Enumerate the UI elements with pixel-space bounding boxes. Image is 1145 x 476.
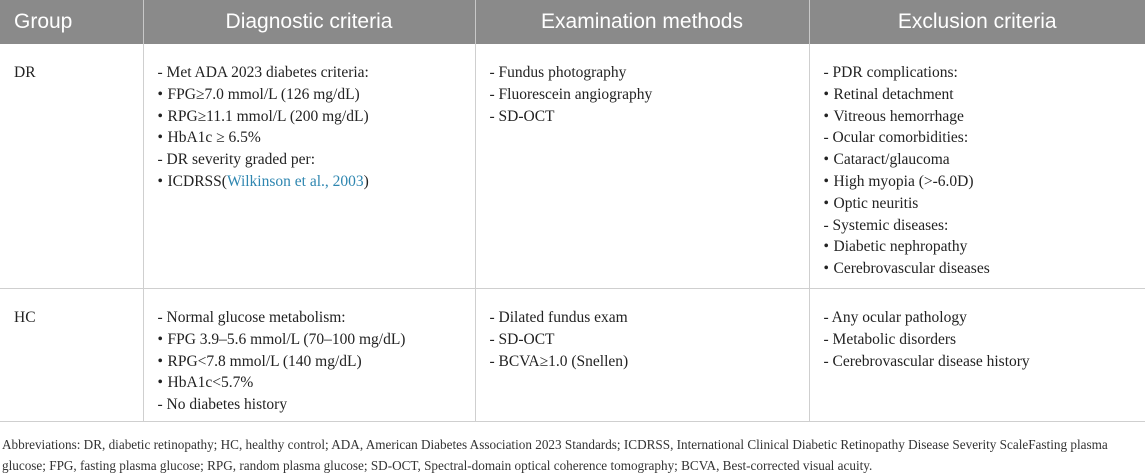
cell-line-text: - Fluorescein angiography — [490, 86, 653, 103]
header-group: Group — [0, 0, 143, 44]
cell-line — [824, 351, 1145, 373]
header-diagnostic-criteria: Diagnostic criteria — [143, 0, 475, 44]
cell-line-text: Cerebrovascular diseases — [834, 260, 990, 277]
cell-line-text: - Metabolic disorders — [824, 331, 957, 348]
table-footnote: Abbreviations: DR, diabetic retinopathy; HC, healthy control; ADA, American Diabetes Association 2023 Standards; ICDRSS, International Clinical Diabetic Retinopathy Disease Severity ScaleFasting plasma glucose; FPG, fasting plasma glucose; RPG, random plasma glucose; SD-OCT, Spectral-domain optical coherence tomography; BCVA, Best-corrected visual acuity. — [0, 422, 1145, 476]
cell-line — [824, 171, 1145, 193]
cell-line-text: FPG≥7.0 mmol/L (126 mg/dL) — [168, 86, 360, 103]
cell-line-text: - Ocular comorbidities: — [824, 129, 969, 146]
cell-line — [490, 62, 809, 84]
cell-line — [490, 106, 809, 128]
diagnostic-cell — [143, 44, 475, 289]
header-examination-methods: Examination methods — [475, 0, 809, 44]
cell-line-text: Optic neuritis — [834, 195, 919, 212]
cell-line — [824, 84, 1145, 106]
exam-cell — [475, 44, 809, 289]
cell-line-text: FPG 3.9–5.6 mmol/L (70–100 mg/dL) — [168, 331, 406, 348]
cell-line-text: HbA1c ≥ 6.5% — [168, 129, 261, 146]
cell-line-text: RPG<7.8 mmol/L (140 mg/dL) — [168, 353, 362, 370]
cell-line — [824, 193, 1145, 215]
cell-line-text: - Normal glucose metabolism: — [158, 309, 346, 326]
cell-line-text: HbA1c<5.7% — [168, 374, 254, 391]
cell-line — [158, 106, 475, 128]
cell-line — [824, 236, 1145, 258]
citation-link[interactable]: Wilkinson et al., 2003 — [227, 173, 364, 190]
cell-line-text: - DR severity graded per: — [158, 151, 316, 168]
exclusion-cell — [809, 44, 1145, 289]
cell-line-text: - Systemic diseases: — [824, 217, 949, 234]
table-row-hc — [0, 289, 1145, 422]
cell-line-text: - Any ocular pathology — [824, 309, 967, 326]
cell-line-text: - SD-OCT — [490, 331, 555, 348]
header-exclusion-criteria: Exclusion criteria — [809, 0, 1145, 44]
cell-line — [158, 372, 475, 394]
cell-line — [490, 307, 809, 329]
cell-line-text: Vitreous hemorrhage — [834, 108, 964, 125]
cell-line — [824, 307, 1145, 329]
cell-line — [158, 171, 475, 193]
cell-line-text: - Dilated fundus exam — [490, 309, 628, 326]
group-cell: DR — [0, 44, 143, 289]
cell-line — [158, 84, 475, 106]
diagnostic-cell — [143, 289, 475, 422]
cell-line — [158, 394, 475, 416]
cell-line — [824, 106, 1145, 128]
cell-line-text: Retinal detachment — [834, 86, 954, 103]
header-row — [0, 0, 1145, 44]
cell-line-text: - Met ADA 2023 diabetes criteria: — [158, 64, 369, 81]
cell-line-text: - No diabetes history — [158, 396, 288, 413]
cell-line — [158, 127, 475, 149]
cell-line — [824, 127, 1145, 149]
cell-line-text: High myopia (>-6.0D) — [834, 173, 974, 190]
cell-line-text: - SD-OCT — [490, 108, 555, 125]
cell-line — [824, 329, 1145, 351]
exam-cell — [475, 289, 809, 422]
cell-line — [824, 149, 1145, 171]
cell-line-text: Cataract/glaucoma — [834, 151, 950, 168]
cell-line — [490, 84, 809, 106]
cell-line — [158, 62, 475, 84]
cell-line — [158, 149, 475, 171]
cell-line — [158, 307, 475, 329]
cell-line-text: - BCVA≥1.0 (Snellen) — [490, 353, 629, 370]
table-row-dr — [0, 44, 1145, 289]
cell-line — [490, 329, 809, 351]
cell-line — [824, 215, 1145, 237]
cell-line — [158, 351, 475, 373]
cell-line-text: - Fundus photography — [490, 64, 627, 81]
cell-line — [158, 329, 475, 351]
cell-line-suffix: ) — [364, 173, 369, 190]
cell-line-text: RPG≥11.1 mmol/L (200 mg/dL) — [168, 108, 369, 125]
cell-line — [824, 62, 1145, 84]
cell-line-text: ICDRSS( — [168, 173, 227, 190]
group-cell: HC — [0, 289, 143, 422]
exclusion-cell — [809, 289, 1145, 422]
cell-line-text: - PDR complications: — [824, 64, 958, 81]
cell-line-text: Diabetic nephropathy — [834, 238, 968, 255]
cell-line — [490, 351, 809, 373]
cell-line — [824, 258, 1145, 280]
cell-line-text: - Cerebrovascular disease history — [824, 353, 1030, 370]
